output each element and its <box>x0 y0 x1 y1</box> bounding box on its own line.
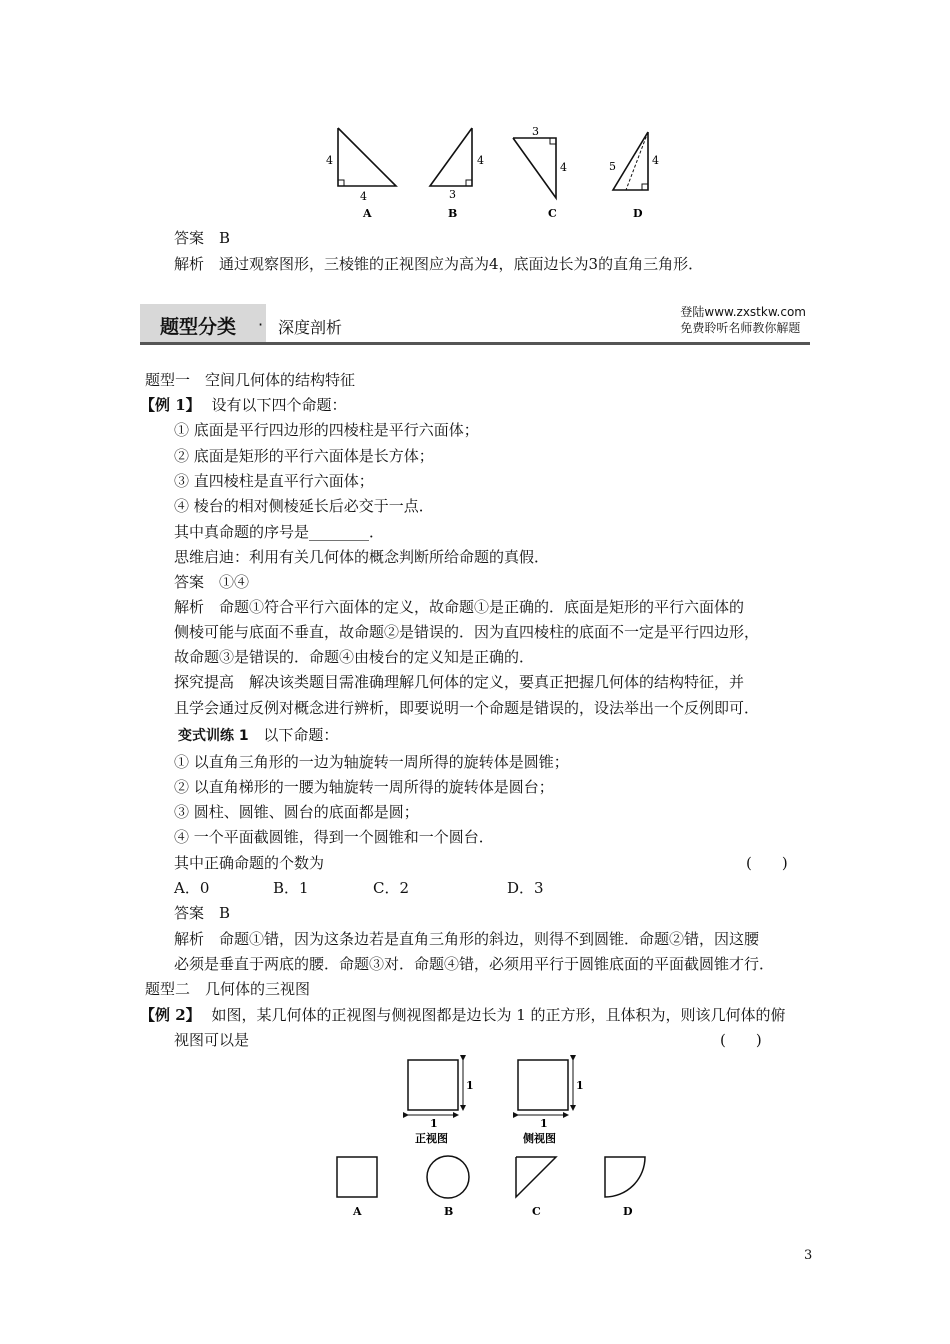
triangle-c-top: 3 <box>532 125 539 138</box>
example1-explore-2: 且学会通过反例对概念进行辨析，即要说明一个命题是错误的，设法举出一个反例即可． <box>174 699 760 717</box>
type1-heading: 题型一 空间几何体的结构特征 <box>145 371 356 389</box>
side-view-label: 侧视图 <box>523 1132 556 1145</box>
triangle-c-label: C <box>548 207 557 220</box>
triangle-a-base: 4 <box>360 190 367 203</box>
example1-analysis-1: 解析 命题①符合平行六面体的定义，故命题①是正确的．底面是矩形的平行六面体的 <box>174 598 745 616</box>
variant1-option-a: A．0 <box>174 879 210 897</box>
section-header <box>140 300 810 345</box>
example1-answer: 答案 ①④ <box>174 573 250 591</box>
site-line-2: 免费聆听名师教你解题 <box>680 321 801 335</box>
option-b-label: B <box>444 1205 454 1218</box>
triangle-b-label: B <box>448 207 458 220</box>
option-c-triangle <box>516 1157 556 1218</box>
example1-item-3: ③ 直四棱柱是直平行六面体； <box>174 472 374 490</box>
triangle-b-base: 3 <box>449 188 456 201</box>
section-subtitle: 深度剖析 <box>278 318 343 337</box>
option-d-quarter-circle <box>605 1157 645 1218</box>
variant1-option-d: D．3 <box>507 879 544 897</box>
front-view-label: 正视图 <box>415 1132 448 1145</box>
section-dot: · <box>258 315 264 334</box>
example1-explore-1: 探究提高 解决该类题目需准确理解几何体的定义，要真正把握几何体的结构特征，并 <box>174 673 745 691</box>
triangle-c <box>513 125 567 220</box>
triangle-b-side: 4 <box>477 154 484 167</box>
variant1-option-b: B．1 <box>273 879 309 897</box>
variant1-label: 变式训练 1 <box>178 728 249 744</box>
option-d-label: D <box>623 1205 633 1218</box>
variant1-analysis-2: 必须是垂直于两底的腰．命题③对．命题④错，必须用平行于圆锥底面的平面截圆锥才行． <box>174 955 775 973</box>
example1-question: 其中真命题的序号是________． <box>174 523 385 541</box>
triangle-a <box>326 128 396 220</box>
variant1-answer: 答案 B <box>174 904 231 922</box>
example1-text: 设有以下四个命题： <box>211 396 347 414</box>
triangle-b <box>430 128 484 220</box>
front-view-height: 1 <box>466 1079 474 1092</box>
triangle-c-side: 4 <box>560 161 567 174</box>
three-view-figure <box>330 1055 660 1225</box>
site-promo <box>680 304 806 336</box>
triangle-d <box>609 132 659 220</box>
variant1-analysis-1: 解析 命题①错，因为这条边若是直角三角形的斜边，则得不到圆锥．命题②错，因这腰 <box>174 930 760 948</box>
page-number: 3 <box>804 1248 813 1263</box>
triangle-a-side: 4 <box>326 154 333 167</box>
variant1-item-2: ② 以直角梯形的一腰为轴旋转一周所得的旋转体是圆台； <box>174 778 554 796</box>
triangle-d-label: D <box>633 207 643 220</box>
variant1-option-c: C．2 <box>373 879 410 897</box>
variant1-item-4: ④ 一个平面截圆锥，得到一个圆锥和一个圆台． <box>174 828 494 846</box>
example1-analysis-3: 故命题③是错误的．命题④由棱台的定义知是正确的． <box>174 648 535 666</box>
triangle-d-side: 4 <box>652 154 659 167</box>
example1-label: 【例 1】 <box>140 396 201 414</box>
example2-text: 如图，某几何体的正视图与侧视图都是边长为 1 的正方形，且体积为，则该几何体的俯 <box>211 1006 786 1024</box>
example1-hint: 思维启迪：利用有关几何体的概念判断所给命题的真假． <box>174 548 550 566</box>
example1-item-4: ④ 棱台的相对侧棱延长后必交于一点． <box>174 497 434 515</box>
triangle-options-figure <box>320 120 670 225</box>
variant1-paren: ( ) <box>746 854 788 872</box>
front-view-width: 1 <box>430 1117 438 1130</box>
side-view <box>518 1060 584 1145</box>
triangle-d-hyp: 5 <box>609 160 616 173</box>
site-line-1: 登陆www.zxstkw.com <box>680 305 806 319</box>
example1-item-1: ① 底面是平行四边形的四棱柱是平行六面体； <box>174 421 479 439</box>
section-title: 题型分类 <box>160 316 237 338</box>
option-a-square <box>337 1157 377 1218</box>
variant1-item-3: ③ 圆柱、圆锥、圆台的底面都是圆； <box>174 803 419 821</box>
example2-label: 【例 2】 <box>140 1006 201 1024</box>
example2-paren: ( ) <box>720 1031 762 1049</box>
side-view-height: 1 <box>576 1079 584 1092</box>
option-c-label: C <box>532 1205 541 1218</box>
example2-text-2: 视图可以是 <box>174 1031 250 1049</box>
prev-analysis: 解析 通过观察图形，三棱锥的正视图应为高为4，底面边长为3的直角三角形． <box>174 255 704 273</box>
example1-item-2: ② 底面是矩形的平行六面体是长方体； <box>174 447 434 465</box>
variant1-text: 以下命题： <box>263 726 339 744</box>
side-view-width: 1 <box>540 1117 548 1130</box>
option-a-label: A <box>353 1205 362 1218</box>
variant1 <box>178 723 338 748</box>
example2 <box>140 1003 786 1027</box>
option-b-circle <box>427 1156 469 1218</box>
triangle-a-label: A <box>363 207 372 220</box>
prev-answer: 答案 B <box>174 229 231 247</box>
front-view <box>408 1060 474 1145</box>
type2-heading: 题型二 几何体的三视图 <box>145 980 311 998</box>
variant1-question: 其中正确命题的个数为 <box>174 854 325 872</box>
example1-analysis-2: 侧棱可能与底面不垂直，故命题②是错误的．因为直四棱柱的底面不一定是平行四边形， <box>174 623 760 641</box>
variant1-item-1: ① 以直角三角形的一边为轴旋转一周所得的旋转体是圆锥； <box>174 753 569 771</box>
example1 <box>140 393 346 417</box>
